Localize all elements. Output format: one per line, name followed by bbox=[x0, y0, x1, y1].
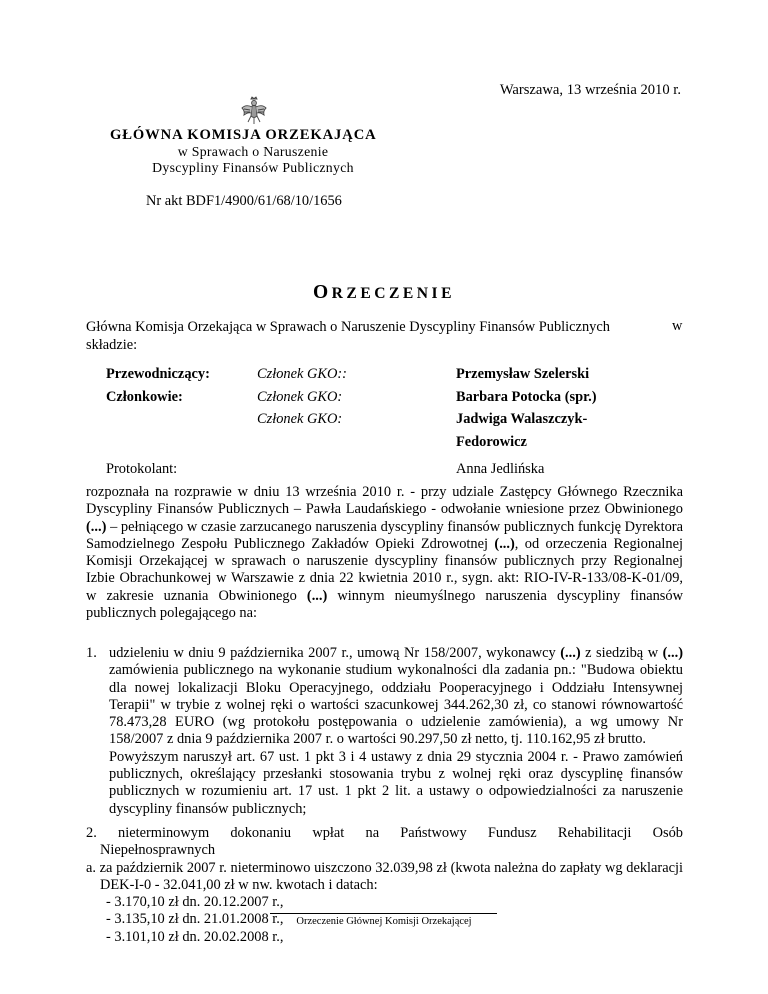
member2-name-line1: Jadwiga Walaszczyk- bbox=[456, 411, 588, 427]
main-paragraph bbox=[86, 484, 683, 622]
polish-eagle-icon bbox=[241, 96, 267, 126]
payment-line: - 3.170,10 zł dn. 20.12.2007 r., bbox=[106, 894, 284, 911]
member1-name: Barbara Potocka (spr.) bbox=[456, 389, 597, 405]
page-footer: Orzeczenie Głównej Komisji Orzekającej bbox=[296, 916, 472, 927]
item1-redacted-2: (...) bbox=[662, 645, 683, 661]
chair-name: Przemysław Szelerski bbox=[456, 366, 590, 382]
item1-text-d: zamówienia publicznego na wykonanie studium wykonalności dla zadania pn.: "Budowa obiektu dla nowej lokalizacji Bloku Operacyjnego, oddziału Pooperacyjnego i Oddziału Intensywnej Terapii" w trybie z wolnej ręki o wartości szacunkowej 344.262,30 zł, co stanowi równowartość 78.473,28 EURO (wg protokołu postępowania o udzielenie zamówienia), a wg umowy Nr 158/2007 z dnia 9 października 2007 r. o wartości 90.297,50 zł netto, tj. 110.162,95 zł brutto. bbox=[109, 662, 683, 748]
paragraph-text-3: , od orzeczenia Regionalnej Komisji Orzekającej w sprawach o naruszenie dyscypliny finansów publicznych przy Regionalnej Izbie Obrachunkowej w Warszawie z dnia 22 kwietnia 2010 r., sygn. akt: RIO-IV-R-133/08-K-01/09, w zakresie uznania Obwinionego bbox=[86, 535, 683, 604]
item2-line2: Niepełnosprawnych bbox=[100, 842, 216, 859]
item2-subitem-a: a. za październik 2007 r. nieterminowo uiszczono 32.039,98 zł (kwota należna do zapłaty wg deklaracji DEK-I-0 - 32.041,00 zł w nw. kwotach i datach: bbox=[86, 859, 683, 893]
title-initial: O bbox=[312, 282, 332, 303]
chair-role: Członek GKO:: bbox=[257, 366, 347, 382]
payment-line: - 3.135,10 zł dn. 21.01.2008 r., bbox=[106, 911, 284, 928]
organization-subtitle bbox=[146, 144, 360, 176]
item1-text-e: Powyższym naruszył art. 67 ust. 1 pkt 3 i 4 ustawy z dnia 29 stycznia 2004 r. - Prawo zamówień publicznych, określający przesłanki stosowania trybu z wolnej ręki oraz dyscyplinę finansów publicznych w rozumieniu art. 17 ust. 1 pkt 2 lit. a ustawy o odpowiedzialności za naruszenie dyscypliny finansów publicznych; bbox=[109, 748, 683, 817]
members-label: Członkowie: bbox=[106, 389, 183, 405]
organization-subtitle-line2: Dyscypliny Finansów Publicznych bbox=[152, 160, 354, 175]
title-rest: RZECZENIE bbox=[331, 285, 456, 302]
list-item-2 bbox=[86, 825, 683, 946]
member1-role: Członek GKO: bbox=[257, 389, 343, 405]
document-date: Warszawa, 13 września 2010 r. bbox=[499, 82, 681, 98]
redacted-1: (...) bbox=[86, 518, 107, 535]
paragraph-text-2: – pełniącego w czasie zarzucanego naruszenia dyscypliny finansów publicznych funkcję Dyrektora Samodzielnego Zespołu Publicznego Zakładów Opieki Zdrowotnej bbox=[86, 518, 683, 552]
footer-divider bbox=[270, 913, 497, 914]
item1-text-c: z siedzibą w bbox=[585, 645, 659, 661]
document-title bbox=[0, 282, 768, 304]
intro-w: w bbox=[672, 318, 683, 334]
clerk-label: Protokolant: bbox=[106, 461, 178, 477]
intro-line1: Główna Komisja Orzekająca w Sprawach o Naruszenie Dyscypliny Finansów Publicznych bbox=[86, 319, 610, 335]
clerk-name: Anna Jedlińska bbox=[456, 461, 545, 477]
list-item-1 bbox=[86, 645, 683, 818]
list-item-1-number: 1. bbox=[86, 645, 97, 661]
redacted-2: (...) bbox=[494, 535, 515, 552]
intro-line2: składzie: bbox=[86, 337, 138, 353]
redacted-3: (...) bbox=[306, 587, 328, 604]
item1-text-a: udzieleniu w dniu 9 października 2007 r., umową Nr 158/2007, wykonawcy bbox=[109, 645, 556, 661]
chair-label: Przewodniczący: bbox=[106, 366, 210, 382]
item2-line1: 2. nieterminowym dokonaniu wpłat na Państwowy Fundusz Rehabilitacji Osób bbox=[86, 825, 683, 841]
paragraph-text-1: rozpoznała na rozprawie w dniu 13 września 2010 r. - przy udziale Zastępcy Głównego Rzecznika Dyscypliny Finansów Publicznych – Pawła Laudańskiego - odwołanie wniesione przez Obwinionego bbox=[86, 484, 683, 518]
member2-name-line2: Fedorowicz bbox=[456, 434, 527, 450]
member2-role: Członek GKO: bbox=[257, 411, 343, 427]
organization-subtitle-line1: w Sprawach o Naruszenie bbox=[177, 144, 329, 159]
paragraph-text-4: winnym nieumyślnego naruszenia dyscypliny finansów publicznych polegającego na: bbox=[86, 587, 683, 622]
organization-name: GŁÓWNA KOMISJA ORZEKAJĄCA bbox=[110, 127, 377, 143]
case-number: Nr akt BDF1/4900/61/68/10/1656 bbox=[146, 193, 342, 209]
payment-line: - 3.101,10 zł dn. 20.02.2008 r., bbox=[106, 928, 284, 945]
item1-redacted-1: (...) bbox=[560, 645, 581, 661]
intro-text bbox=[86, 318, 686, 354]
